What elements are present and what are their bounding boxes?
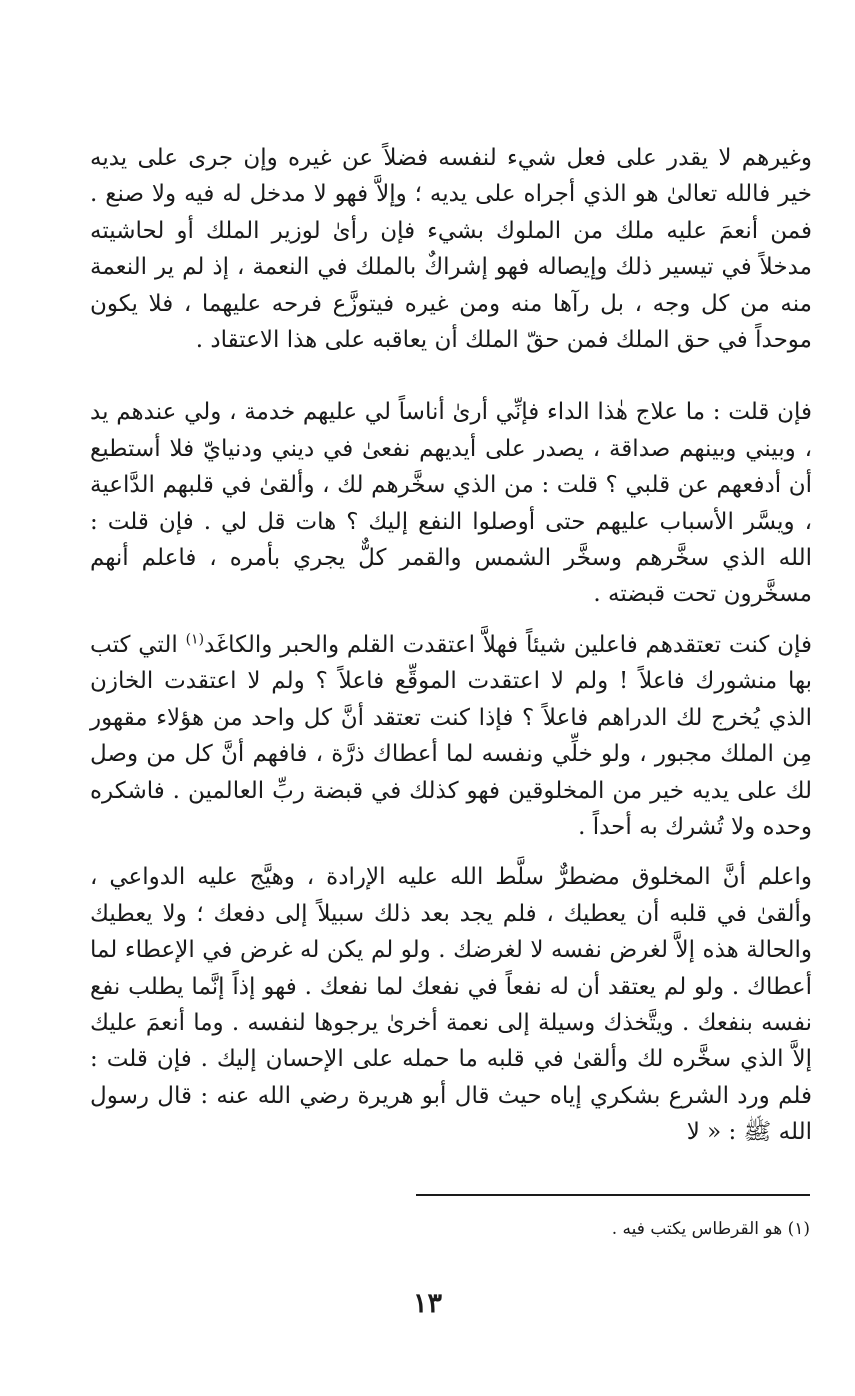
paragraph-3-start: فإن كنت تعتقدهم فاعلين شيئاً فهلاَّ اعتقدت القلم والحبر والكاغَد (204, 631, 812, 658)
footnote-marker: (١) (185, 631, 205, 648)
page-number: ١٣ (412, 1288, 442, 1319)
page-body (90, 140, 812, 1151)
paragraph-3-rest: التي كتب بها منشورك فاعلاً ! ولم لا اعتقدت الموقِّع فاعلاً ؟ ولم لا اعتقدت الخازن الذي يُخرج لك الدراهم فاعلاً ؟ فإذا كنت تعتقد أنَّ كل واحد من هؤلاء مقهور مِن الملك مجبور ، ولو خلِّي ونفسه لما أعطاك ذرَّة ، فافهم أنَّ كل من وصل لك على يديه خير من المخلوقين فهو كذلك في قبضة ربِّ العالمين . فاشكره وحده ولا تُشرك به أحداً . (90, 631, 812, 840)
paragraph-1: وغيرهم لا يقدر على فعل شيء لنفسه فضلاً عن غيره وإن جرى على يديه خير فالله تعالىٰ هو الذي أجراه على يديه ؛ وإلاَّ فهو لا مدخل له فيه ولا صنع . فمن أنعمَ عليه ملك من الملوك بشيء فإن رأىٰ لوزير الملك أو لحاشيته مدخلاً في تيسير ذلك وإيصاله فهو إشراكٌ بالملك في النعمة ، إذ لم ير النعمة منه من كل وجه ، بل رآها منه ومن غيره فيتوزَّع فرحه عليهما ، فلا يكون موحداً في حق الملك فمن حقّ الملك أن يعاقبه على هذا الاعتقاد . (90, 145, 812, 354)
paragraph-4: واعلم أنَّ المخلوق مضطرٌّ سلَّط الله عليه الإرادة ، وهيَّج عليه الدواعي ، وألقىٰ في قلبه أن يعطيك ، فلم يجد بعد ذلك سبيلاً إلى دفعك ؛ ولا يعطيك والحالة هذه إلاَّ لغرض نفسه لا لغرضك . ولو لم يكن له غرض في الإعطاء لما أعطاك . ولو لم يعتقد أن له نفعاً في نفعك لما نفعك . فهو إذاً إنَّما يطلب نفع نفسه بنفعك . ويتَّخذك وسيلة إلى نعمة أخرىٰ يرجوها لنفسه . وما أنعمَ عليك إلاَّ الذي سخَّره لك وألقىٰ في قلبه ما حمله على الإحسان إليك . فإن قلت : فلم ورد الشرع بشكري إياه حيث قال أبو هريرة رضي الله عنه : قال رسول الله ﷺ : « لا (90, 864, 812, 1146)
footnote-divider (416, 1194, 810, 1196)
paragraph-3 (90, 627, 812, 845)
paragraph-2: فإن قلت : ما علاج هٰذا الداء فإنِّي أرىٰ أناساً لي عليهم خدمة ، ولي عندهم يد ، وبيني وبينهم صداقة ، يصدر على أيديهم نفعىٰ في ديني ودنيايّ فلا أستطيع أن أدفعهم عن قلبي ؟ قلت : من الذي سخَّرهم لك ، وألقىٰ في قلبهم الدَّاعية ، ويسَّر الأسباب عليهم حتى أوصلوا النفع إليك ؟ هات قل لي . فإن قلت : الله الذي سخَّرهم وسخَّر الشمس والقمر كلٌّ يجري بأمره ، فاعلم أنهم مسخَّرون تحت قبضته . (90, 399, 812, 608)
footnote: (١) هو القرطاس يكتب فيه . (611, 1219, 810, 1239)
